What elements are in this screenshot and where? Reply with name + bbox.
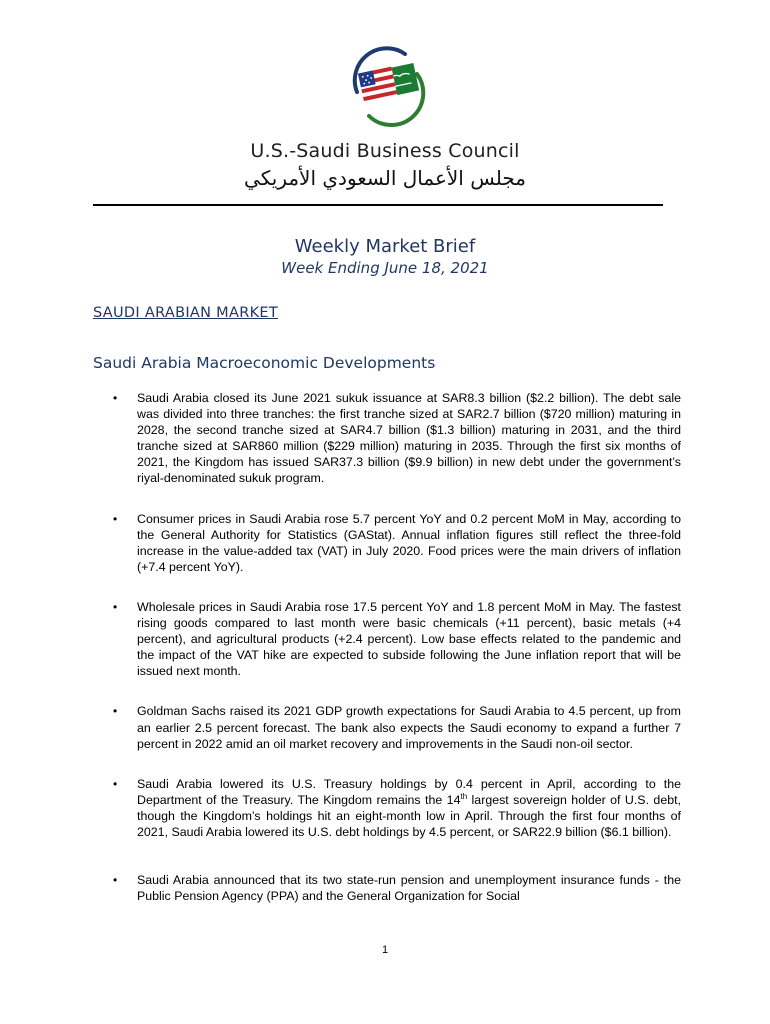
list-item <box>113 776 681 840</box>
bullet-icon: • <box>113 511 118 526</box>
list-item <box>113 599 681 679</box>
brief-subtitle: Week Ending June 18, 2021 <box>281 259 489 277</box>
bullet-icon: • <box>113 599 118 614</box>
us-saudi-flags-logo-icon <box>343 40 431 128</box>
bullet-text: Goldman Sachs raised its 2021 GDP growth expectations for Saudi Arabia to 4.5 percent, up from an earlier 2.5 percent forecast. The bank also expects the Saudi economy to expand a further 7 percent in 2022 amid an oil market recovery and improvements in the Saudi non-oil sector. <box>137 704 681 751</box>
ordinal-superscript: th <box>460 791 468 801</box>
list-item <box>113 511 681 575</box>
bullet-text: Consumer prices in Saudi Arabia rose 5.7 percent YoY and 0.2 percent MoM in May, according to the General Authority for Statistics (GAStat). Annual inflation figures still reflect the three-fold increase in the value-added tax (VAT) in July 2020. Food prices were the main drivers of inflation (+7.4 percent YoY). <box>137 511 681 574</box>
bullet-icon: • <box>113 391 118 405</box>
org-name-arabic: مجلس الأعمال السعودي الأمريكي <box>244 166 526 190</box>
org-name-english: U.S.-Saudi Business Council <box>250 140 520 162</box>
subsection-title: Saudi Arabia Macroeconomic Developments <box>93 354 436 372</box>
header-divider <box>93 204 663 206</box>
brief-title: Weekly Market Brief <box>294 236 476 257</box>
bullet-text: Saudi Arabia closed its June 2021 sukuk issuance at SAR8.3 billion ($2.2 billion). The debt sale was divided into three tranches: the first tranche sized at SAR2.7 billion ($720 million) maturing in 2028, the second tranche sized at SAR4.7 billion ($1.3 billion) maturing in 2031, and the third tranche sized at SAR860 million ($229 million) maturing in 2035. Through the first six months of 2021, the Kingdom has issued SAR37.3 billion ($9.9 billion) in new debt under the government’s riyal-denominated sukuk program. <box>137 391 681 486</box>
bullet-text: Saudi Arabia announced that its two state-run pension and unemployment insurance funds - the Public Pension Agency (PPA) and the General Organization for Social <box>137 873 681 904</box>
bullet-list <box>113 390 681 928</box>
list-item <box>113 872 681 904</box>
page-number: 1 <box>381 944 389 956</box>
bullet-icon: • <box>113 776 118 791</box>
bullet-text: Wholesale prices in Saudi Arabia rose 17.5 percent YoY and 1.8 percent MoM in May. The fastest rising goods compared to last month were basic chemicals (+11 percent), basic metals (+4 percent), and agricultural products (+2.4 percent). Low base effects related to the pandemic and the impact of the VAT hike are expected to subside following the June inflation report that will be issued next month. <box>137 599 681 679</box>
section-title: SAUDI ARABIAN MARKET <box>93 305 279 321</box>
list-item <box>113 703 681 751</box>
bullet-text: Saudi Arabia lowered its U.S. Treasury holdings by 0.4 percent in April, according to the Department of the Treasury. The Kingdom remains the 14th largest sovereign holder of U.S. debt, though the Kingdom’s holdings hit an eight-month low in April. Through the first four months of 2021, Saudi Arabia lowered its U.S. debt holdings by 4.5 percent, or SAR22.9 billion ($6.1 billion). <box>137 776 681 839</box>
list-item <box>113 390 681 487</box>
bullet-icon: • <box>113 704 118 719</box>
bullet-icon: • <box>113 873 118 888</box>
